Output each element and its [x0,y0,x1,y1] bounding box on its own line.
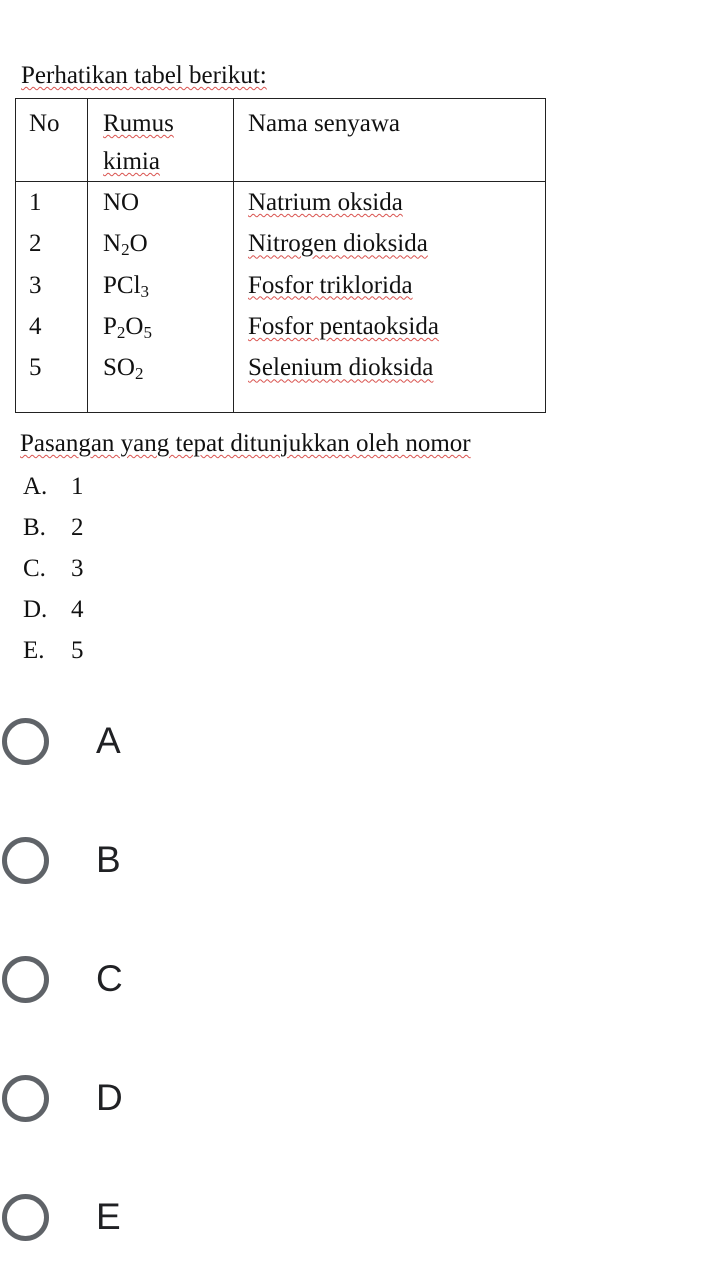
row-formula: $SO_2$ [88,347,234,412]
row-number: 2 [16,223,88,264]
radio-button-icon[interactable] [2,1075,49,1122]
radio-button-icon[interactable] [2,956,49,1003]
answer-option-label: B [96,839,121,880]
compound-table [15,98,546,413]
row-formula: $P_2O_5$ [88,306,234,347]
row-compound-name: Fosfor pentaoksida [234,306,546,347]
row-number: 1 [16,182,88,224]
table-row [16,306,546,347]
row-compound-name: Natrium oksida [234,182,546,224]
question-prompt: Pasangan yang tepat ditunjukkan oleh nomor [20,430,471,457]
answer-option-label: A [96,720,121,761]
row-formula: $N_2O$ [88,223,234,264]
radio-button-icon[interactable] [2,837,49,884]
list-item: B. 2 [23,514,84,541]
list-item: D. 4 [23,596,84,623]
row-formula: NO [88,182,234,224]
row-compound-name: Fosfor triklorida [234,265,546,306]
header-nama: Nama senyawa [234,99,546,182]
table-row [16,347,546,412]
answer-option-b[interactable] [0,824,708,904]
row-number: 5 [16,347,88,412]
list-item: E. 5 [23,637,84,664]
row-formula: PCl$_3$ [88,265,234,306]
header-no: No [16,99,88,182]
question-choice-list [23,468,84,673]
row-compound-name: Nitrogen dioksida [234,223,546,264]
question-intro: Perhatikan tabel berikut: [21,62,267,89]
table-row [16,265,546,306]
answer-option-e[interactable] [0,1181,708,1261]
answer-option-d[interactable] [0,1062,708,1142]
answer-option-a[interactable] [0,705,708,785]
answer-option-c[interactable] [0,943,708,1023]
row-number: 3 [16,265,88,306]
answer-option-label: E [96,1196,121,1237]
list-item: A. 1 [23,473,84,500]
radio-button-icon[interactable] [2,718,49,765]
answer-option-label: C [96,958,123,999]
answer-option-label: D [96,1077,123,1118]
table-row [16,182,546,224]
row-number: 4 [16,306,88,347]
radio-button-icon[interactable] [2,1194,49,1241]
row-compound-name: Selenium dioksida [234,347,546,412]
table-header-row [16,99,546,182]
header-rumus: Rumus kimia [88,99,234,182]
list-item: C. 3 [23,555,84,582]
table-row [16,223,546,264]
